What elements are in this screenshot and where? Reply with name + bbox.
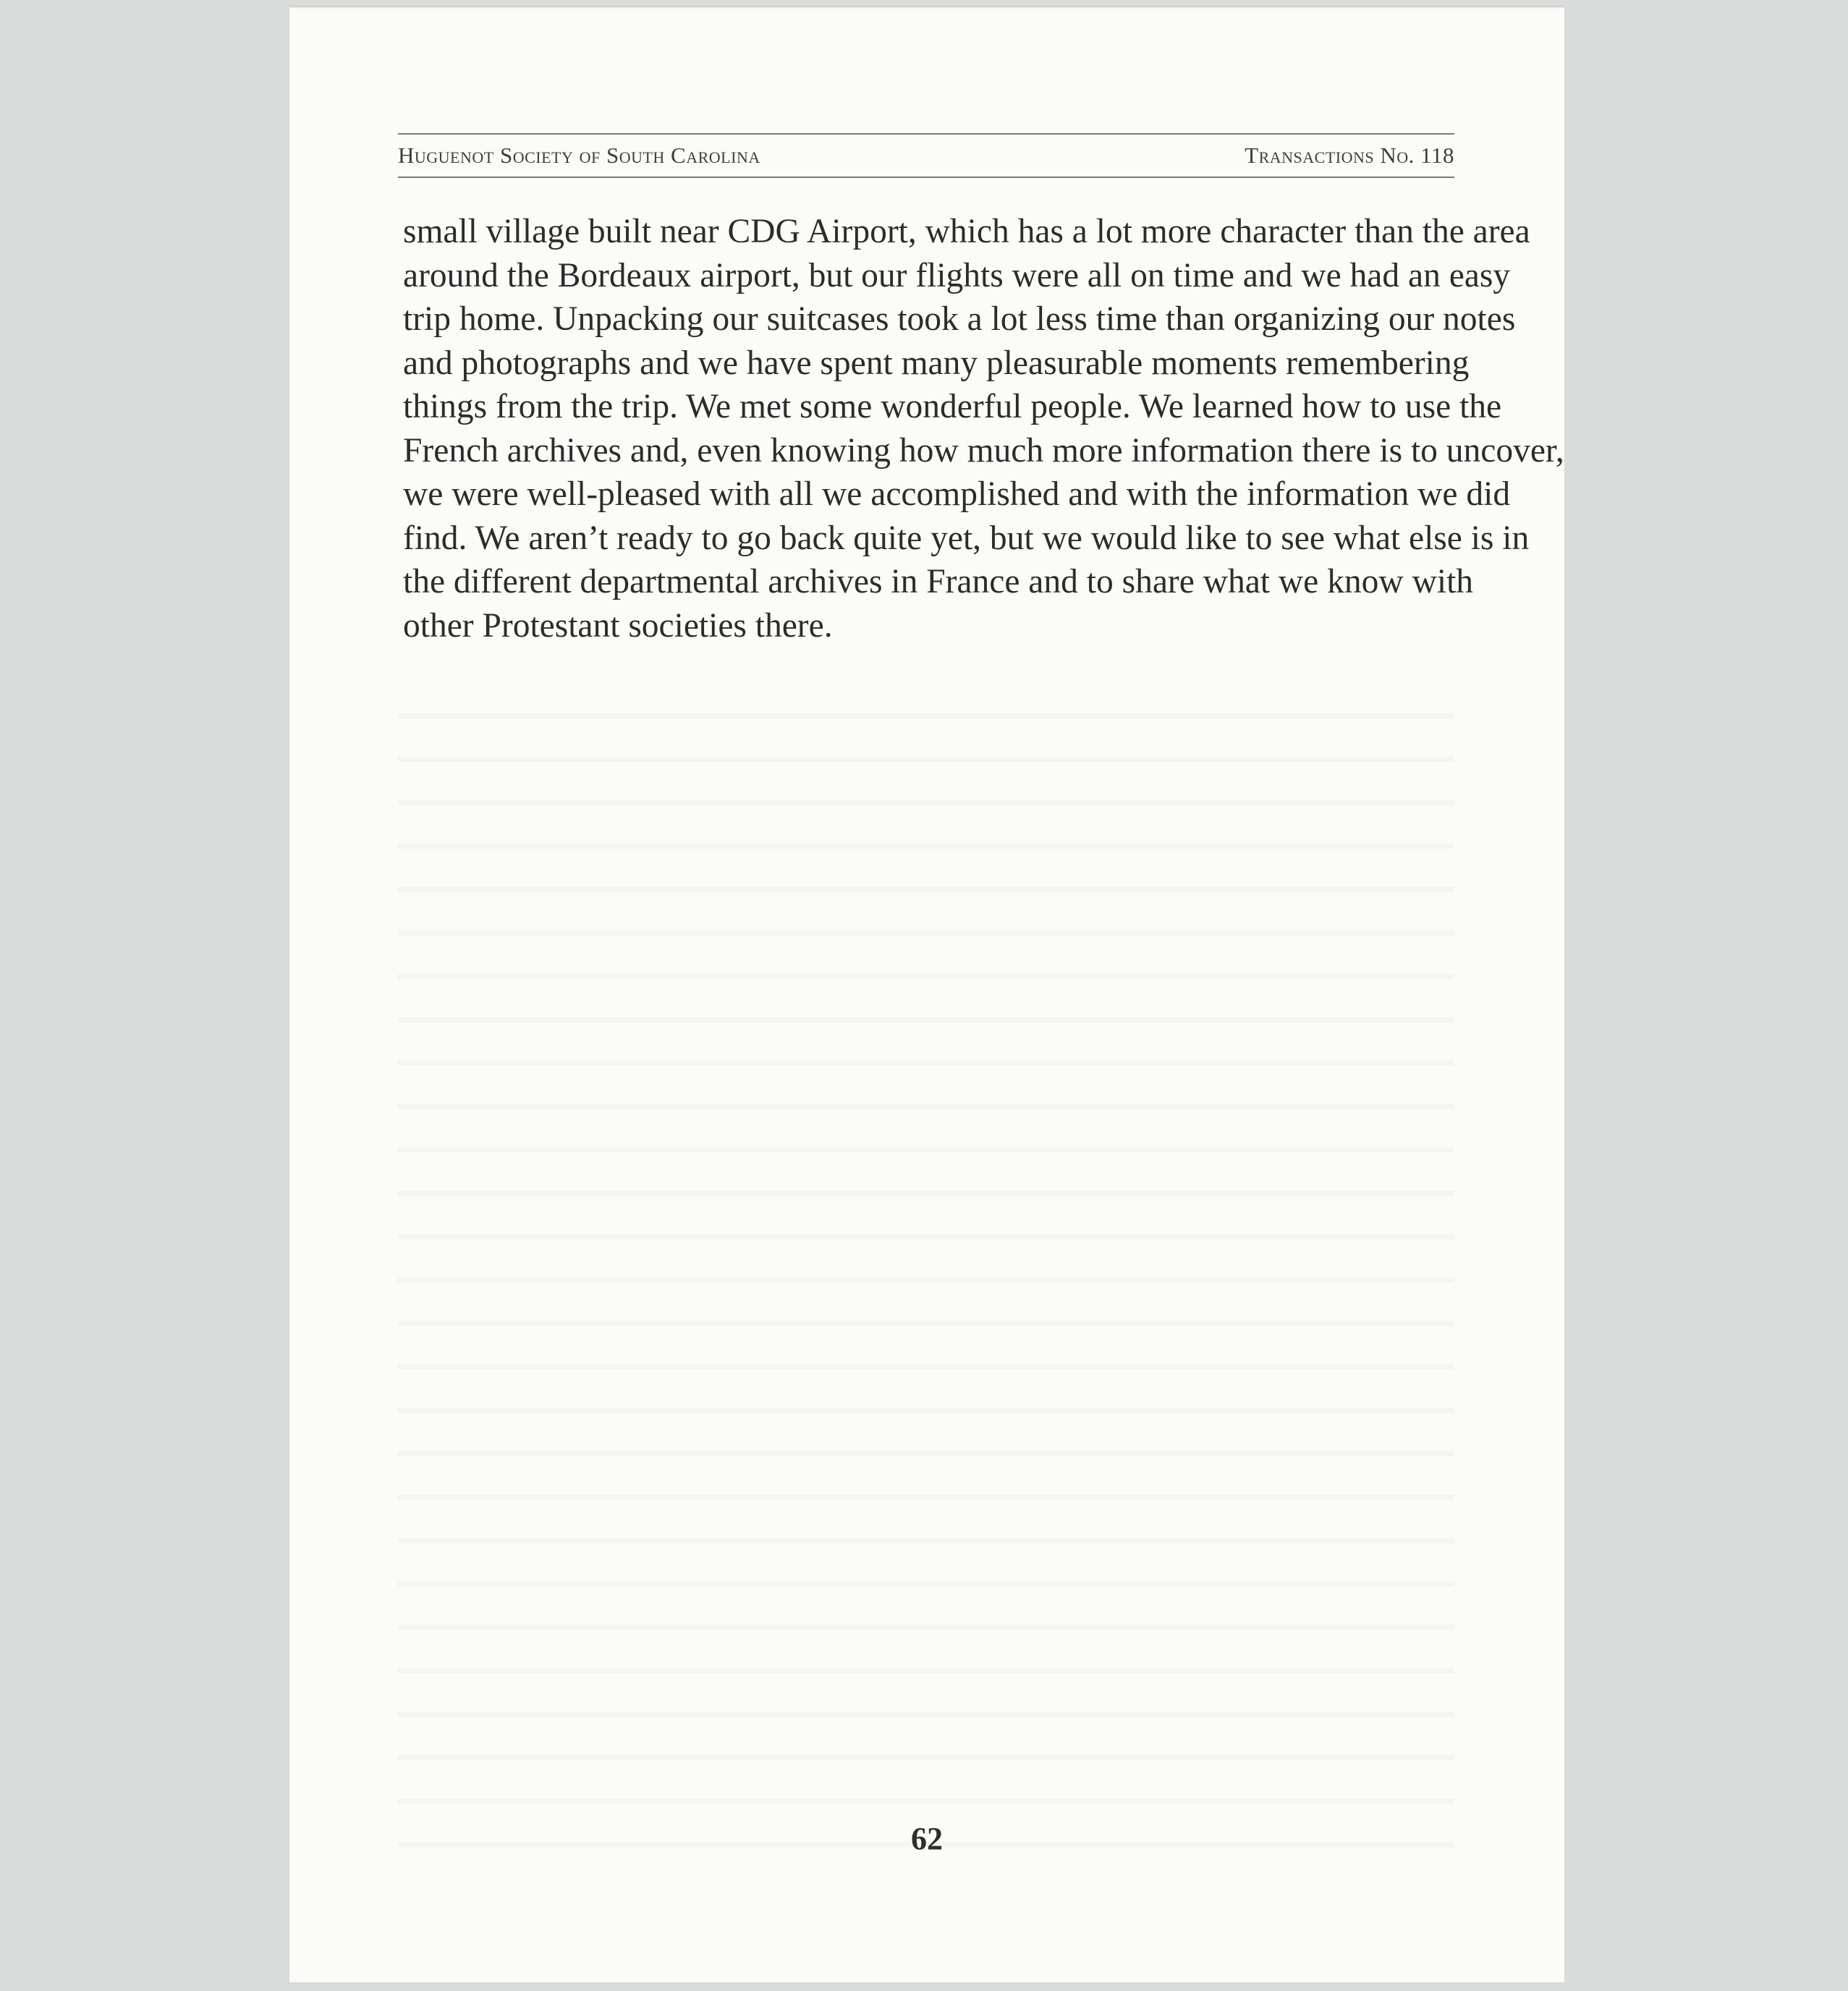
text-line: around the Bordeaux airport, but our flights were all on time and we had an easy xyxy=(403,256,1511,294)
text-line: things from the trip. We met some wonderful people. We learned how to use the xyxy=(403,388,1502,425)
text-line: trip home. Unpacking our suitcases took a lot less time than organizing our notes xyxy=(403,300,1516,338)
text-line: find. We aren’t ready to go back quite yet, but we would like to see what else is in xyxy=(403,519,1530,557)
page-number: 62 xyxy=(911,1821,943,1856)
document-page xyxy=(289,6,1564,1982)
bleed-through-shadow xyxy=(398,686,1454,1858)
running-header xyxy=(398,133,1454,178)
text-line: we were well-pleased with all we accomplished and with the information we did xyxy=(403,475,1511,513)
text-line: other Protestant societies there. xyxy=(403,606,833,645)
text-line: French archives and, even knowing how much more information there is to uncover, xyxy=(403,431,1564,470)
text-line: small village built near CDG Airport, which has a lot more character than the area xyxy=(403,213,1530,250)
page-top-edge xyxy=(289,6,1564,9)
header-journal-title: Huguenot Society of South Carolina xyxy=(398,143,760,168)
body-paragraph xyxy=(403,210,1564,648)
text-line: and photographs and we have spent many pleasurable moments remembering xyxy=(403,344,1470,382)
text-line: the different departmental archives in France and to share what we know with xyxy=(403,563,1474,600)
header-issue-number: Transactions No. 118 xyxy=(1245,143,1454,168)
